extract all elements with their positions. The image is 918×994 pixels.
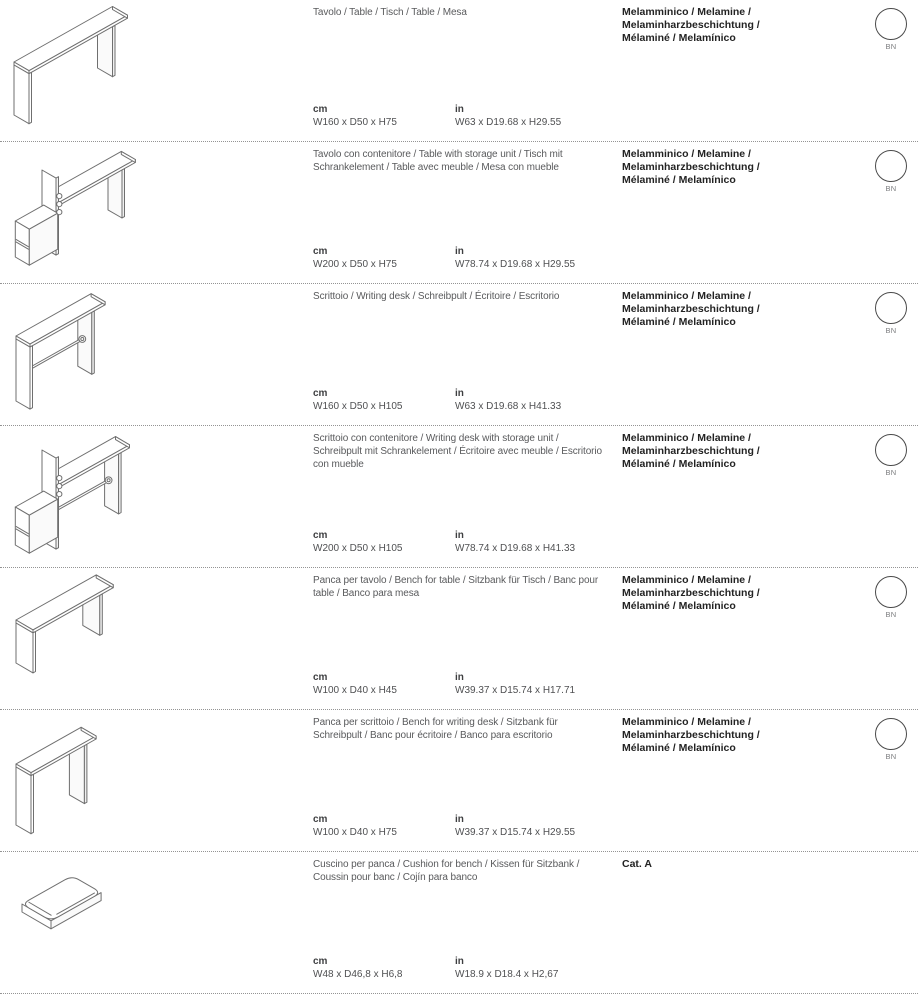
product-name: Scrittoio con contenitore / Writing desk with storage unit / Schreibpult mit Schrankelement / Écritoire avec meuble / Escritorio con mueble	[313, 433, 602, 470]
in-label: in	[455, 530, 464, 541]
product-name: Panca per tavolo / Bench for table / Sitzbank für Tisch / Banc pour table / Banco para mesa	[313, 575, 599, 599]
product-illustration	[2, 2, 152, 138]
dimensions-cm	[313, 529, 403, 555]
cm-value: W160 x D50 x H75	[313, 117, 397, 128]
cm-label: cm	[313, 246, 328, 257]
dimensions-in	[455, 955, 558, 981]
cm-label: cm	[313, 814, 328, 825]
dimensions-cm	[313, 813, 397, 839]
dimensions-in	[455, 529, 575, 555]
product-material: Cat. A	[622, 858, 652, 870]
cm-label: cm	[313, 956, 328, 967]
product-row	[0, 0, 918, 142]
dimensions-in	[455, 387, 561, 413]
finish-circle-icon	[875, 576, 907, 608]
in-label: in	[455, 814, 464, 825]
dimensions-cm	[313, 955, 402, 981]
product-name: Panca per scrittoio / Bench for writing desk / Sitzbank für Schreibpult / Banc pour écritoire / Banco para escritorio	[313, 717, 558, 741]
product-illustration	[2, 854, 152, 990]
cm-label: cm	[313, 388, 328, 399]
cm-value: W160 x D50 x H105	[313, 401, 403, 412]
product-row	[0, 142, 918, 284]
product-illustration	[2, 570, 152, 706]
dimensions-cm	[313, 245, 397, 271]
finish-badge	[874, 292, 908, 335]
cm-value: W48 x D46,8 x H6,8	[313, 969, 403, 980]
in-value: W39.37 x D15.74 x H29.55	[455, 827, 576, 838]
cm-value: W100 x D40 x H45	[313, 685, 397, 696]
dimensions-cm	[313, 103, 397, 129]
in-value: W18.9 x D18.4 x H2,67	[455, 969, 559, 980]
product-illustration	[2, 144, 152, 280]
dimensions-in	[455, 103, 561, 129]
finish-circle-icon	[875, 292, 907, 324]
dimensions-in	[455, 813, 575, 839]
cm-label: cm	[313, 530, 328, 541]
product-row	[0, 426, 918, 568]
cm-value: W100 x D40 x H75	[313, 827, 397, 838]
product-name: Tavolo con contenitore / Table with storage unit / Tisch mit Schrankelement / Table avec meuble / Mesa con mueble	[313, 149, 563, 173]
in-label: in	[455, 388, 464, 399]
in-label: in	[455, 246, 464, 257]
product-row	[0, 568, 918, 710]
cm-value: W200 x D50 x H105	[313, 543, 403, 554]
product-name: Cuscino per panca / Cushion for bench / Kissen für Sitzbank / Coussin pour banc / Cojín para banco	[313, 859, 580, 883]
finish-code: BN	[885, 752, 897, 761]
dimensions-in	[455, 245, 575, 271]
in-value: W39.37 x D15.74 x H17.71	[455, 685, 576, 696]
finish-badge	[874, 434, 908, 477]
finish-badge	[874, 718, 908, 761]
in-value: W78.74 x D19.68 x H29.55	[455, 259, 576, 270]
product-material: Melamminico / Melamine / Melaminharzbeschichtung / Mélaminé / Melamínico	[622, 290, 760, 328]
product-illustration	[2, 286, 152, 422]
in-label: in	[455, 956, 464, 967]
cm-value: W200 x D50 x H75	[313, 259, 397, 270]
finish-circle-icon	[875, 150, 907, 182]
dimensions-cm	[313, 671, 397, 697]
finish-code: BN	[885, 326, 897, 335]
product-material: Melamminico / Melamine / Melaminharzbeschichtung / Mélaminé / Melamínico	[622, 6, 760, 44]
finish-circle-icon	[875, 8, 907, 40]
in-label: in	[455, 104, 464, 115]
finish-badge	[874, 150, 908, 193]
finish-code: BN	[885, 610, 897, 619]
product-row	[0, 710, 918, 852]
finish-circle-icon	[875, 434, 907, 466]
product-name: Scrittoio / Writing desk / Schreibpult / Écritoire / Escritorio	[313, 291, 560, 302]
finish-code: BN	[885, 42, 897, 51]
finish-code: BN	[885, 184, 897, 193]
product-name: Tavolo / Table / Tisch / Table / Mesa	[313, 7, 467, 18]
product-material: Melamminico / Melamine / Melaminharzbeschichtung / Mélaminé / Melamínico	[622, 716, 760, 754]
finish-code: BN	[885, 468, 897, 477]
product-illustration	[2, 428, 152, 564]
cm-label: cm	[313, 672, 328, 683]
product-row	[0, 852, 918, 994]
in-value: W78.74 x D19.68 x H41.33	[455, 543, 576, 554]
dimensions-cm	[313, 387, 403, 413]
product-illustration	[2, 712, 152, 848]
in-value: W63 x D19.68 x H41.33	[455, 401, 562, 412]
product-material: Melamminico / Melamine / Melaminharzbeschichtung / Mélaminé / Melamínico	[622, 148, 760, 186]
finish-badge	[874, 576, 908, 619]
finish-badge	[874, 8, 908, 51]
in-value: W63 x D19.68 x H29.55	[455, 117, 562, 128]
product-material: Melamminico / Melamine / Melaminharzbeschichtung / Mélaminé / Melamínico	[622, 574, 760, 612]
cm-label: cm	[313, 104, 328, 115]
finish-circle-icon	[875, 718, 907, 750]
dimensions-in	[455, 671, 575, 697]
product-row	[0, 284, 918, 426]
product-material: Melamminico / Melamine / Melaminharzbeschichtung / Mélaminé / Melamínico	[622, 432, 760, 470]
in-label: in	[455, 672, 464, 683]
